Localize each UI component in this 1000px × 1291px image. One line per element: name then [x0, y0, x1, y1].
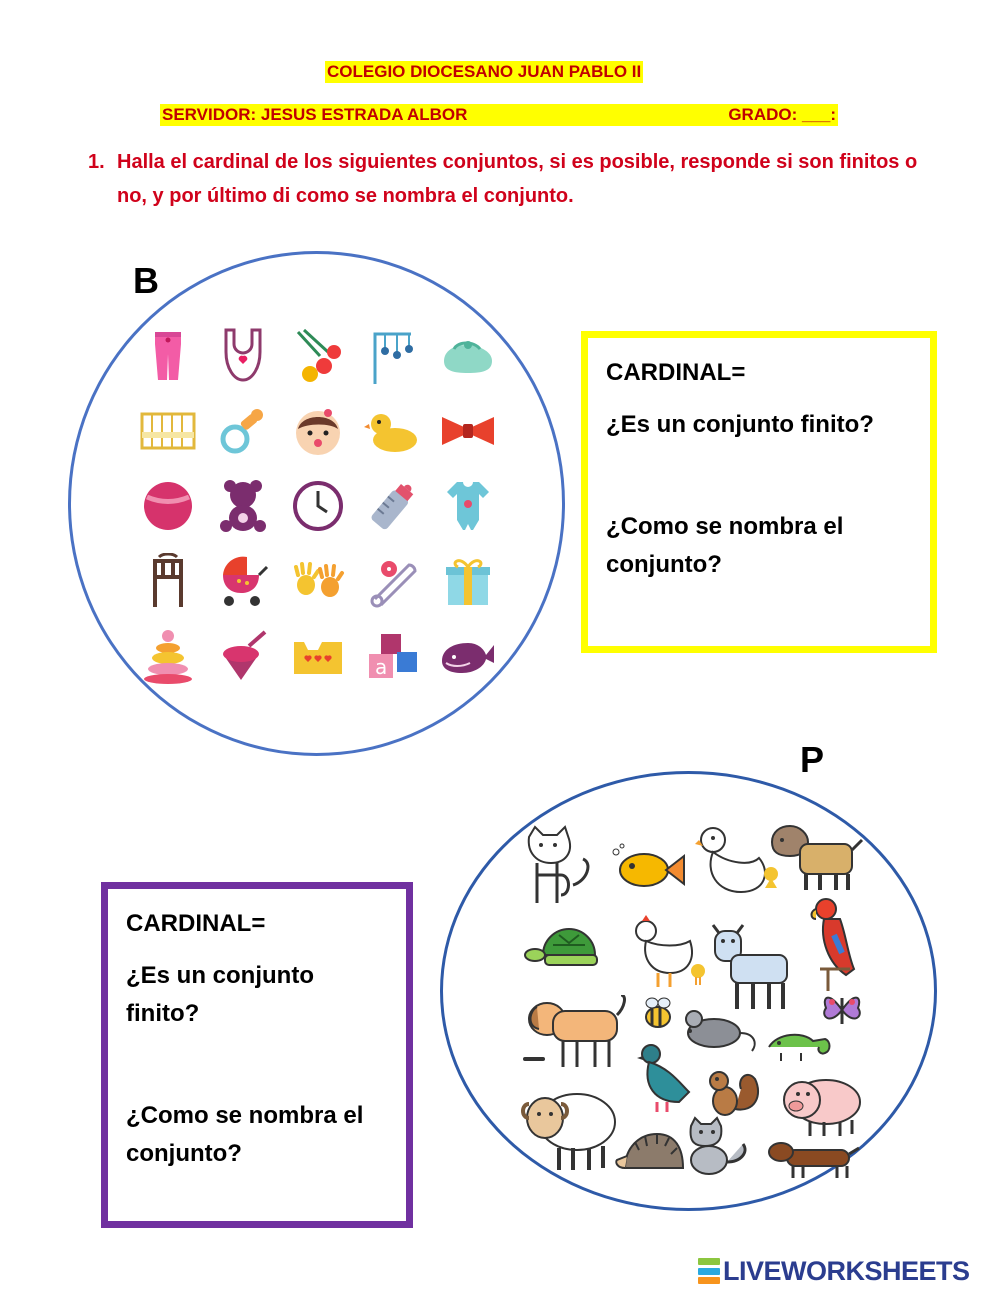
fish-icon: [610, 842, 690, 897]
handprints-icon: [280, 543, 355, 618]
name-question-line1: ¿Como se nombra el: [126, 1102, 364, 1129]
name-question-line2: conjunto?: [126, 1140, 242, 1167]
crib-icon: [130, 393, 205, 468]
turtle-icon: [523, 915, 613, 980]
cardinal-label: CARDINAL=: [126, 910, 266, 937]
high-chair-icon: [130, 543, 205, 618]
bow-tie-icon: [430, 393, 505, 468]
rubber-duck-icon: [355, 393, 430, 468]
finite-question-line1: ¿Es un conjunto: [126, 962, 314, 989]
finite-question-line2: finito?: [126, 1000, 200, 1027]
kitten-icon: [685, 1116, 755, 1183]
bathtub-icon: [280, 618, 355, 693]
set-b-items: [130, 318, 505, 693]
instruction-text: Halla el cardinal de los siguientes conjuntos, si es posible, responde si son finitos o no, y por último di como se nombra el conjunto.: [117, 151, 918, 207]
ball-icon: [130, 468, 205, 543]
cherries-rattle-icon: [280, 318, 355, 393]
clock-icon: [280, 468, 355, 543]
hedgehog-icon: [615, 1128, 685, 1181]
instruction-number: 1.: [88, 151, 105, 173]
pacifier-icon: [205, 393, 280, 468]
svg-text:a: a: [374, 654, 387, 679]
dachshund-icon: [767, 1138, 862, 1187]
logo-text: LIVEWORKSHEETS: [723, 1255, 970, 1286]
bib-icon: [205, 318, 280, 393]
pants-icon: [130, 318, 205, 393]
crib-mobile-icon: [355, 318, 430, 393]
name-question-line1: ¿Como se nombra el: [606, 513, 844, 540]
puppy-icon: [523, 995, 633, 1080]
set-p-label: P: [800, 739, 825, 780]
name-question-line2: conjunto?: [606, 551, 722, 578]
stacking-rings-icon: [130, 618, 205, 693]
blocks-icon: [355, 618, 430, 693]
dog-icon: [770, 824, 865, 899]
school-name: COLEGIO DIOCESANO JUAN PABLO II: [327, 62, 642, 81]
gift-box-icon: [430, 543, 505, 618]
grade-field: GRADO: ___:: [728, 105, 836, 124]
liveworksheets-logo: [698, 1255, 970, 1287]
answer-box-b: [581, 331, 937, 653]
bee-icon: [640, 995, 676, 1036]
baby-face-icon: [280, 393, 355, 468]
set-p-items: [515, 820, 865, 1180]
pigeon-icon: [635, 1042, 695, 1119]
whale-icon: [430, 618, 505, 693]
finite-question: ¿Es un conjunto finito?: [606, 411, 874, 438]
teacher-grade-line: [160, 104, 838, 126]
cat-icon: [523, 825, 603, 915]
instruction: [88, 145, 938, 213]
stroller-icon: [205, 543, 280, 618]
answer-box-p: [101, 882, 413, 1228]
pig-icon: [780, 1070, 865, 1145]
teddy-bear-icon: [205, 468, 280, 543]
baby-bottle-icon: [355, 468, 430, 543]
set-b-label: B: [133, 260, 159, 301]
hen-icon: [630, 915, 710, 1000]
parrot-icon: [810, 895, 865, 1000]
teacher-name: SERVIDOR: JESUS ESTRADA ALBOR: [162, 105, 468, 124]
safety-pin-icon: [355, 543, 430, 618]
baby-shoes-icon: [430, 318, 505, 393]
butterfly-icon: [820, 988, 864, 1037]
cardinal-label: CARDINAL=: [606, 359, 746, 386]
logo-icon: [698, 1258, 720, 1284]
sheep-icon: [519, 1078, 619, 1178]
spinning-top-icon: [205, 618, 280, 693]
bodysuit-icon: [430, 468, 505, 543]
